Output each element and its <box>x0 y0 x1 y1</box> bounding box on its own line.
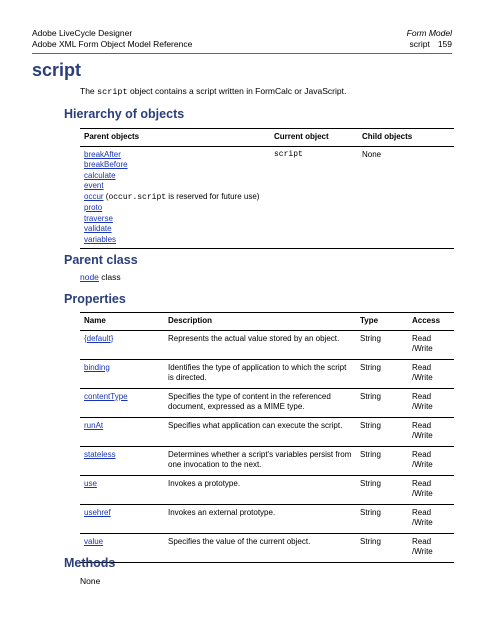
node-class-link[interactable]: node <box>80 272 99 282</box>
parent-link-occur[interactable]: occur <box>84 191 104 201</box>
col-parent-objects: Parent objects <box>80 129 270 147</box>
parent-link-event[interactable]: event <box>84 181 104 190</box>
property-description: Specifies the value of the current object. <box>164 533 356 562</box>
topic-and-page <box>407 39 452 50</box>
col-name: Name <box>80 313 164 331</box>
property-link-binding[interactable]: binding <box>84 362 110 372</box>
property-access: Read /Write <box>408 475 454 504</box>
hierarchy-row <box>80 146 454 249</box>
parent-class-heading: Parent class <box>64 253 138 267</box>
property-type: String <box>356 533 408 562</box>
parent-link-traverse[interactable]: traverse <box>84 213 113 223</box>
col-current-object: Current object <box>270 129 358 147</box>
parent-link-breakbefore[interactable]: breakBefore <box>84 160 128 169</box>
property-link-stateless[interactable]: stateless <box>84 449 116 459</box>
property-type: String <box>356 417 408 446</box>
property-description: Determines whether a script's variables persist from one invocation to the next. <box>164 446 356 475</box>
property-type: String <box>356 359 408 388</box>
section-name: Form Model <box>406 28 452 38</box>
intro-prefix: The <box>80 86 98 96</box>
property-link-contenttype[interactable]: contentType <box>84 391 128 401</box>
product-name: Adobe LiveCycle Designer <box>32 28 133 38</box>
current-object-cell: script <box>270 146 358 249</box>
property-access: Read /Write <box>408 504 454 533</box>
parent-link-validate[interactable]: validate <box>84 224 112 233</box>
parent-link-calculate[interactable]: calculate <box>84 170 116 180</box>
properties-header-row <box>80 313 454 331</box>
col-description: Description <box>164 313 356 331</box>
property-description: Invokes a prototype. <box>164 475 356 504</box>
page-title: script <box>32 60 82 80</box>
property-description: Identifies the type of application to which the script is directed. <box>164 359 356 388</box>
parent-class-paragraph <box>80 272 454 283</box>
property-access: Read /Write <box>408 446 454 475</box>
table-row <box>80 388 454 417</box>
occur-note-code: occur.script <box>108 192 167 202</box>
property-type: String <box>356 504 408 533</box>
parent-link-variables[interactable]: variables <box>84 234 117 244</box>
property-description: Invokes an external prototype. <box>164 504 356 533</box>
property-access: Read /Write <box>408 533 454 562</box>
parent-class-suffix: class <box>98 272 121 282</box>
hierarchy-header-row <box>80 129 454 147</box>
occur-note-prefix: ( <box>103 191 109 201</box>
table-row <box>80 359 454 388</box>
property-access: Read /Write <box>408 330 454 359</box>
property-link-value[interactable]: value <box>84 536 104 546</box>
table-row <box>80 417 454 446</box>
intro-suffix: object contains a script written in FormCalc or JavaScript. <box>127 86 347 96</box>
property-type: String <box>356 475 408 504</box>
property-link-default[interactable]: {default} <box>84 333 114 343</box>
parent-objects-cell <box>80 146 270 249</box>
hierarchy-heading: Hierarchy of objects <box>64 107 185 121</box>
running-header-right <box>407 28 452 50</box>
property-link-use[interactable]: use <box>84 478 97 488</box>
col-access: Access <box>408 313 454 331</box>
header-rule <box>32 53 452 54</box>
table-row <box>80 504 454 533</box>
properties-table <box>80 312 454 563</box>
property-access: Read /Write <box>408 417 454 446</box>
property-description: Specifies the type of content in the referenced document, expressed as a MIME type. <box>164 388 356 417</box>
properties-heading: Properties <box>64 292 126 306</box>
table-row <box>80 533 454 562</box>
parent-link-breakafter[interactable]: breakAfter <box>84 149 121 159</box>
child-objects-cell: None <box>358 146 454 249</box>
col-child-objects: Child objects <box>358 129 454 147</box>
col-type: Type <box>356 313 408 331</box>
reference-name: Adobe XML Form Object Model Reference <box>32 39 193 49</box>
methods-text: None <box>80 576 101 586</box>
property-type: String <box>356 388 408 417</box>
intro-paragraph <box>80 86 454 98</box>
parent-link-proto[interactable]: proto <box>84 203 103 212</box>
property-access: Read /Write <box>408 359 454 388</box>
intro-code: script <box>97 87 128 97</box>
page-number: 159 <box>437 39 452 49</box>
table-row <box>80 475 454 504</box>
table-row <box>80 446 454 475</box>
occur-note-suffix: is reserved for future use) <box>166 191 260 201</box>
property-type: String <box>356 446 408 475</box>
property-description: Represents the actual value stored by an object. <box>164 330 356 359</box>
property-link-runat[interactable]: runAt <box>84 420 104 430</box>
methods-heading: Methods <box>64 556 116 570</box>
topic-name: script <box>409 39 430 49</box>
running-header-left <box>32 28 192 50</box>
table-row <box>80 330 454 359</box>
property-description: Specifies what application can execute the script. <box>164 417 356 446</box>
property-link-usehref[interactable]: usehref <box>84 507 111 517</box>
property-type: String <box>356 330 408 359</box>
property-access: Read /Write <box>408 388 454 417</box>
hierarchy-table <box>80 128 454 249</box>
